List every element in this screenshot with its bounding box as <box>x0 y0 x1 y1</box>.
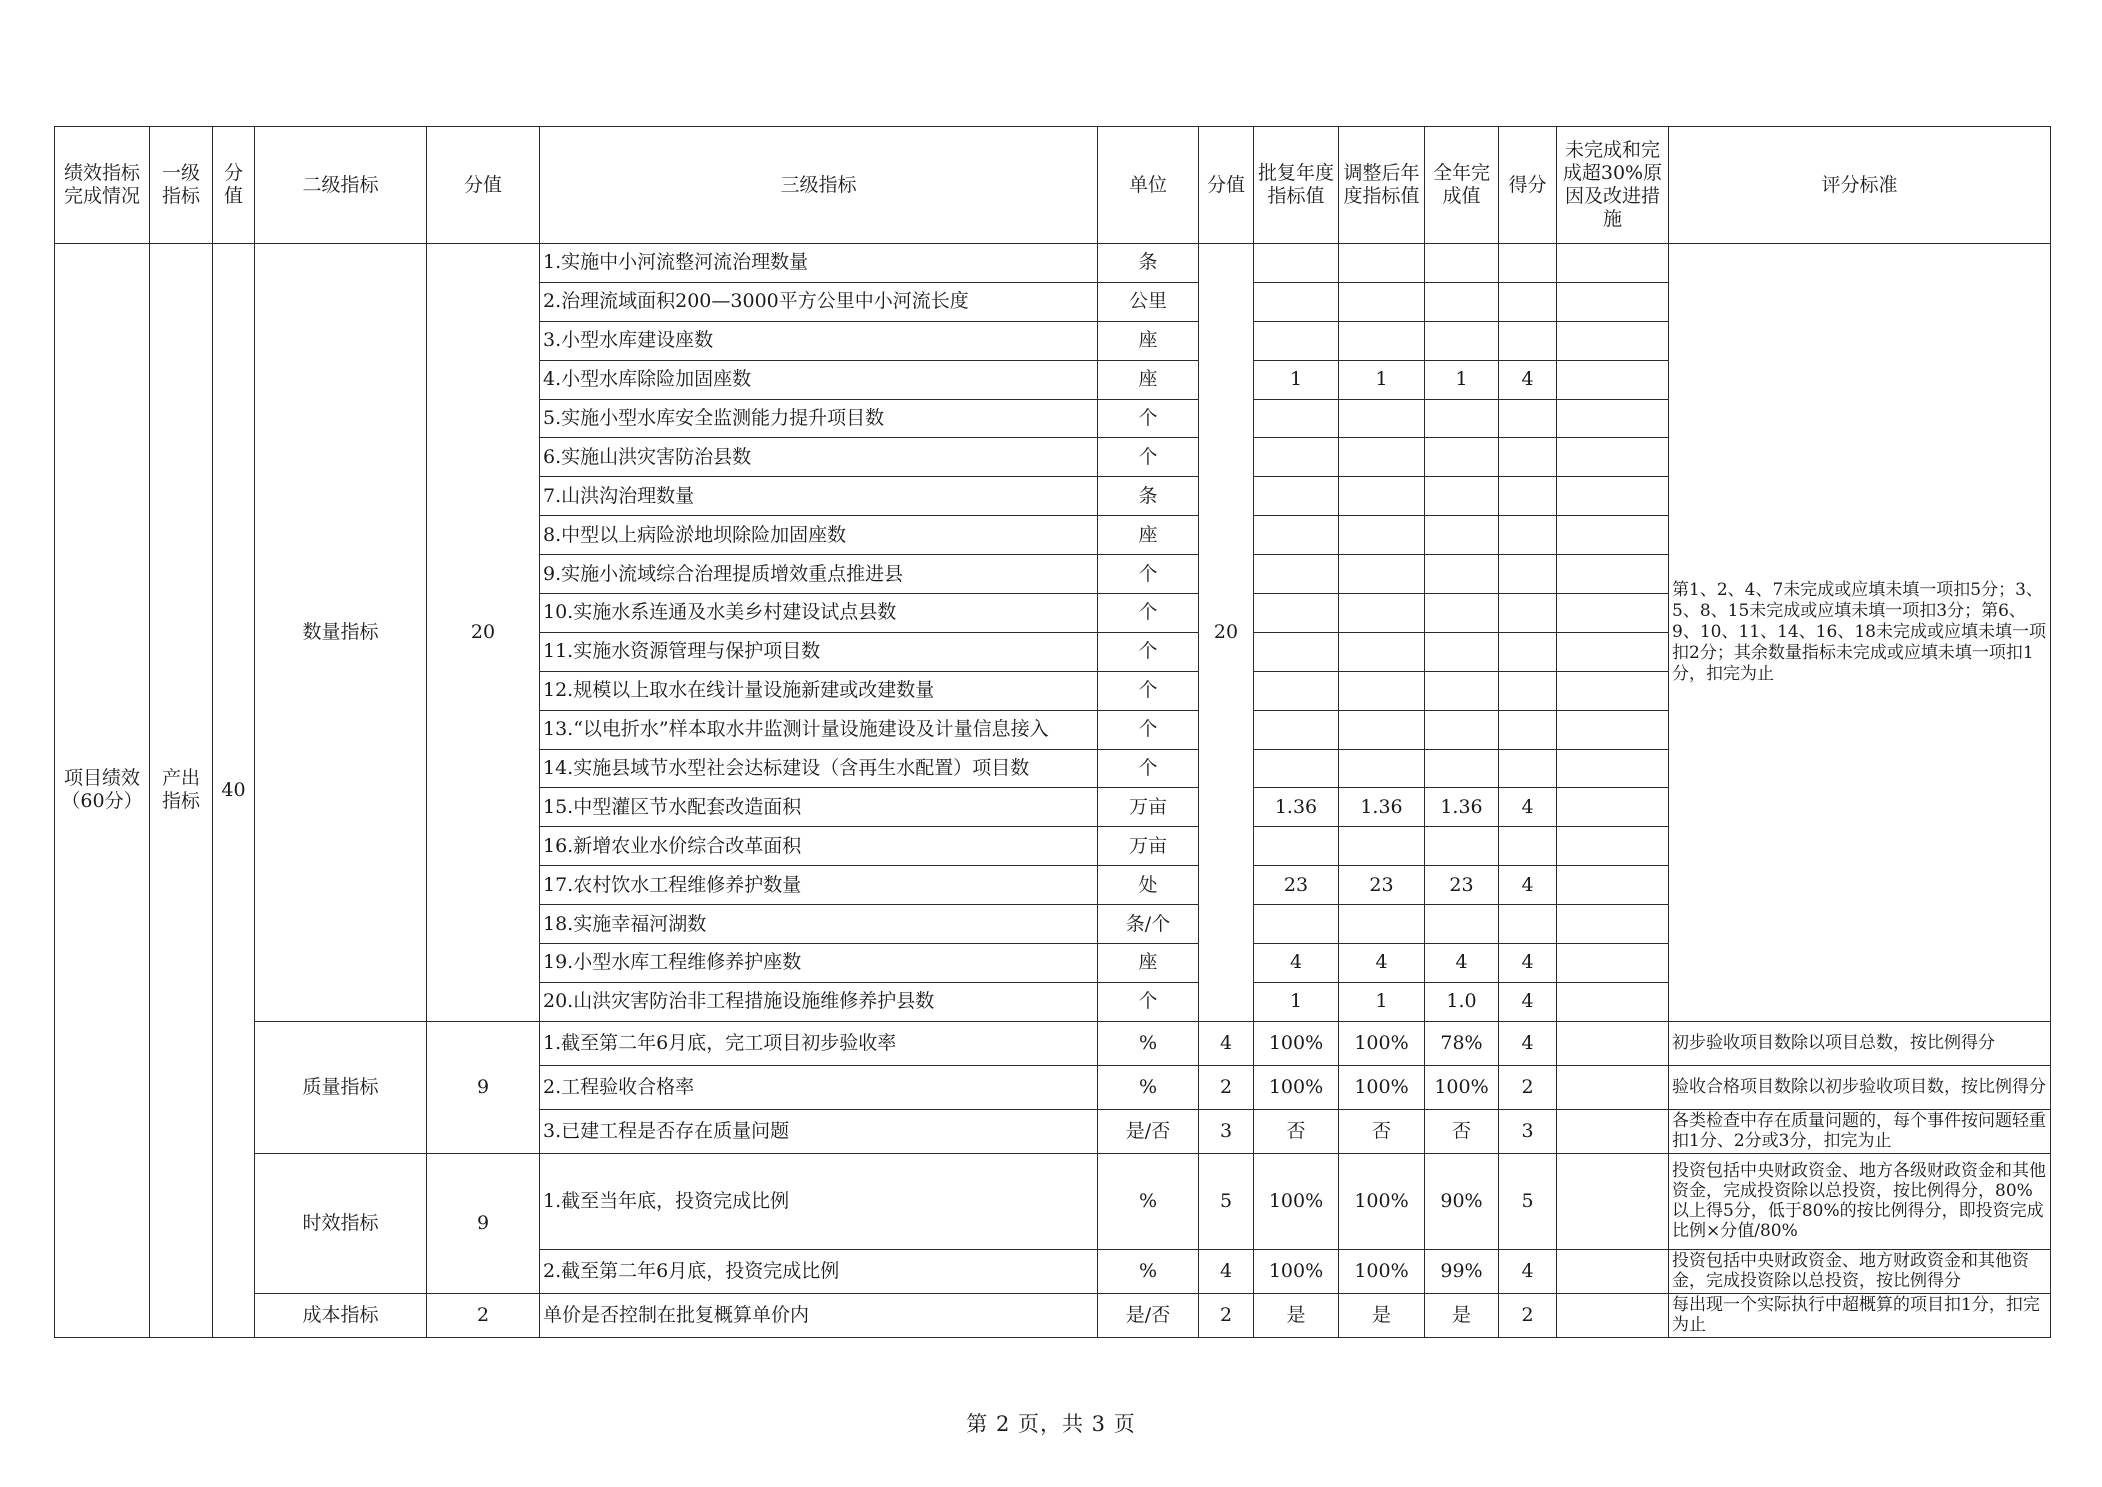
header-row <box>55 127 2051 244</box>
approved-value-cell <box>1254 244 1339 283</box>
table-row <box>55 1293 2051 1337</box>
level2-indicator-cell: 成本指标 <box>255 1293 427 1337</box>
actual-value-cell <box>1425 671 1499 710</box>
unit-cell: % <box>1098 1249 1199 1293</box>
unit-cell: 个 <box>1098 749 1199 788</box>
level3-indicator-cell: 5.实施小型水库安全监测能力提升项目数 <box>540 399 1098 438</box>
actual-value-cell: 99% <box>1425 1249 1499 1293</box>
score-cell: 5 <box>1499 1153 1557 1249</box>
level3-indicator-cell: 12.规模以上取水在线计量设施新建或改建数量 <box>540 671 1098 710</box>
header-cell: 调整后年度指标值 <box>1339 127 1425 244</box>
adjusted-value-cell <box>1339 555 1425 594</box>
criteria-cell: 每出现一个实际执行中超概算的项目扣1分，扣完为止 <box>1669 1293 2051 1337</box>
unit-cell: 个 <box>1098 632 1199 671</box>
score-cell: 4 <box>1499 1021 1557 1065</box>
unit-cell: 处 <box>1098 866 1199 905</box>
actual-value-cell: 4 <box>1425 944 1499 983</box>
header-cell: 得分 <box>1499 127 1557 244</box>
score-cell <box>1499 516 1557 555</box>
weight-cell: 5 <box>1199 1153 1254 1249</box>
approved-value-cell <box>1254 399 1339 438</box>
level3-indicator-cell: 1.截至当年底，投资完成比例 <box>540 1153 1098 1249</box>
actual-value-cell: 是 <box>1425 1293 1499 1337</box>
criteria-cell: 各类检查中存在质量问题的，每个事件按问题轻重扣1分、2分或3分，扣完为止 <box>1669 1109 2051 1153</box>
reason-cell <box>1557 1249 1669 1293</box>
approved-value-cell <box>1254 749 1339 788</box>
adjusted-value-cell: 100% <box>1339 1021 1425 1065</box>
level3-indicator-cell: 19.小型水库工程维修养护座数 <box>540 944 1098 983</box>
unit-cell: % <box>1098 1153 1199 1249</box>
approved-value-cell: 100% <box>1254 1065 1339 1109</box>
actual-value-cell: 100% <box>1425 1065 1499 1109</box>
weight-cell: 4 <box>1199 1021 1254 1065</box>
weight-cell: 2 <box>1199 1293 1254 1337</box>
score-cell <box>1499 632 1557 671</box>
reason-cell <box>1557 438 1669 477</box>
unit-cell: 公里 <box>1098 282 1199 321</box>
level3-indicator-cell: 15.中型灌区节水配套改造面积 <box>540 788 1098 827</box>
approved-value-cell <box>1254 555 1339 594</box>
approved-value-cell <box>1254 438 1339 477</box>
level2-indicator-cell: 质量指标 <box>255 1021 427 1153</box>
level3-indicator-cell: 3.小型水库建设座数 <box>540 321 1098 360</box>
reason-cell <box>1557 866 1669 905</box>
adjusted-value-cell: 1 <box>1339 982 1425 1021</box>
unit-cell: 座 <box>1098 944 1199 983</box>
approved-value-cell <box>1254 477 1339 516</box>
score-cell: 2 <box>1499 1293 1557 1337</box>
score-cell <box>1499 321 1557 360</box>
header-cell: 单位 <box>1098 127 1199 244</box>
header-cell: 分值 <box>427 127 540 244</box>
actual-value-cell <box>1425 749 1499 788</box>
approved-value-cell: 100% <box>1254 1153 1339 1249</box>
reason-cell <box>1557 360 1669 399</box>
adjusted-value-cell <box>1339 477 1425 516</box>
approved-value-cell: 4 <box>1254 944 1339 983</box>
unit-cell: 万亩 <box>1098 827 1199 866</box>
actual-value-cell <box>1425 516 1499 555</box>
level3-indicator-cell: 2.截至第二年6月底，投资完成比例 <box>540 1249 1098 1293</box>
header-cell: 分值 <box>1199 127 1254 244</box>
actual-value-cell <box>1425 244 1499 283</box>
level3-indicator-cell: 2.工程验收合格率 <box>540 1065 1098 1109</box>
adjusted-value-cell <box>1339 594 1425 633</box>
level2-indicator-cell: 数量指标 <box>255 244 427 1022</box>
approved-value-cell: 23 <box>1254 866 1339 905</box>
actual-value-cell <box>1425 905 1499 944</box>
actual-value-cell: 1.0 <box>1425 982 1499 1021</box>
approved-value-cell: 1 <box>1254 982 1339 1021</box>
unit-cell: 个 <box>1098 671 1199 710</box>
header-cell: 绩效指标完成情况 <box>55 127 150 244</box>
approved-value-cell <box>1254 710 1339 749</box>
unit-cell: 座 <box>1098 516 1199 555</box>
adjusted-value-cell: 1.36 <box>1339 788 1425 827</box>
unit-cell: 条 <box>1098 477 1199 516</box>
actual-value-cell <box>1425 321 1499 360</box>
score-cell <box>1499 282 1557 321</box>
adjusted-value-cell <box>1339 321 1425 360</box>
score-cell <box>1499 749 1557 788</box>
reason-cell <box>1557 1293 1669 1337</box>
header-cell: 评分标准 <box>1669 127 2051 244</box>
unit-cell: 个 <box>1098 438 1199 477</box>
actual-value-cell: 78% <box>1425 1021 1499 1065</box>
score-cell <box>1499 710 1557 749</box>
actual-value-cell: 90% <box>1425 1153 1499 1249</box>
weight-cell: 4 <box>1199 1249 1254 1293</box>
level2-score-cell: 9 <box>427 1021 540 1153</box>
level3-indicator-cell: 16.新增农业水价综合改革面积 <box>540 827 1098 866</box>
performance-table <box>54 126 2051 1338</box>
reason-cell <box>1557 749 1669 788</box>
level3-indicator-cell: 11.实施水资源管理与保护项目数 <box>540 632 1098 671</box>
approved-value-cell: 是 <box>1254 1293 1339 1337</box>
approved-value-cell <box>1254 632 1339 671</box>
reason-cell <box>1557 982 1669 1021</box>
actual-value-cell: 1 <box>1425 360 1499 399</box>
approved-value-cell <box>1254 905 1339 944</box>
actual-value-cell <box>1425 632 1499 671</box>
unit-cell: 座 <box>1098 360 1199 399</box>
adjusted-value-cell <box>1339 244 1425 283</box>
reason-cell <box>1557 788 1669 827</box>
unit-cell: % <box>1098 1065 1199 1109</box>
level1-score-cell: 40 <box>213 244 255 1338</box>
level2-indicator-cell: 时效指标 <box>255 1153 427 1293</box>
level3-indicator-cell: 7.山洪沟治理数量 <box>540 477 1098 516</box>
adjusted-value-cell: 1 <box>1339 360 1425 399</box>
weight-cell: 20 <box>1199 244 1254 1022</box>
approved-value-cell: 1.36 <box>1254 788 1339 827</box>
page-footer: 第 2 页，共 3 页 <box>966 1412 1136 1436</box>
reason-cell <box>1557 516 1669 555</box>
actual-value-cell: 23 <box>1425 866 1499 905</box>
header-cell: 三级指标 <box>540 127 1098 244</box>
adjusted-value-cell: 4 <box>1339 944 1425 983</box>
header-cell: 未完成和完成超30%原因及改进措施 <box>1557 127 1669 244</box>
adjusted-value-cell: 100% <box>1339 1249 1425 1293</box>
score-cell <box>1499 671 1557 710</box>
reason-cell <box>1557 594 1669 633</box>
header-cell: 一级指标 <box>150 127 213 244</box>
criteria-cell: 投资包括中央财政资金、地方财政资金和其他资金，完成投资除以总投资，按比例得分 <box>1669 1249 2051 1293</box>
unit-cell: 是/否 <box>1098 1293 1199 1337</box>
weight-cell: 2 <box>1199 1065 1254 1109</box>
actual-value-cell <box>1425 399 1499 438</box>
reason-cell <box>1557 1153 1669 1249</box>
score-cell <box>1499 827 1557 866</box>
reason-cell <box>1557 1109 1669 1153</box>
level2-score-cell: 2 <box>427 1293 540 1337</box>
reason-cell <box>1557 399 1669 438</box>
approved-value-cell <box>1254 827 1339 866</box>
table-row <box>55 1021 2051 1065</box>
adjusted-value-cell <box>1339 749 1425 788</box>
actual-value-cell <box>1425 555 1499 594</box>
level3-indicator-cell: 单价是否控制在批复概算单价内 <box>540 1293 1098 1337</box>
adjusted-value-cell: 100% <box>1339 1065 1425 1109</box>
score-cell: 4 <box>1499 1249 1557 1293</box>
reason-cell <box>1557 1065 1669 1109</box>
criteria-cell: 初步验收项目数除以项目总数，按比例得分 <box>1669 1021 2051 1065</box>
reason-cell <box>1557 1021 1669 1065</box>
criteria-cell: 投资包括中央财政资金、地方各级财政资金和其他资金，完成投资除以总投资，按比例得分，80%以上得5分，低于80%的按比例得分，即投资完成比例×分值/80% <box>1669 1153 2051 1249</box>
score-cell: 4 <box>1499 982 1557 1021</box>
adjusted-value-cell <box>1339 632 1425 671</box>
level3-indicator-cell: 14.实施县域节水型社会达标建设（含再生水配置）项目数 <box>540 749 1098 788</box>
unit-cell: % <box>1098 1021 1199 1065</box>
approved-value-cell <box>1254 594 1339 633</box>
actual-value-cell <box>1425 710 1499 749</box>
level3-indicator-cell: 3.已建工程是否存在质量问题 <box>540 1109 1098 1153</box>
adjusted-value-cell <box>1339 827 1425 866</box>
reason-cell <box>1557 827 1669 866</box>
level2-score-cell: 9 <box>427 1153 540 1293</box>
score-cell <box>1499 594 1557 633</box>
reason-cell <box>1557 632 1669 671</box>
unit-cell: 座 <box>1098 321 1199 360</box>
score-cell <box>1499 399 1557 438</box>
adjusted-value-cell: 是 <box>1339 1293 1425 1337</box>
actual-value-cell <box>1425 282 1499 321</box>
level3-indicator-cell: 6.实施山洪灾害防治县数 <box>540 438 1098 477</box>
level3-indicator-cell: 10.实施水系连通及水美乡村建设试点县数 <box>540 594 1098 633</box>
actual-value-cell: 否 <box>1425 1109 1499 1153</box>
actual-value-cell <box>1425 594 1499 633</box>
header-cell: 批复年度指标值 <box>1254 127 1339 244</box>
approved-value-cell: 100% <box>1254 1021 1339 1065</box>
score-cell <box>1499 244 1557 283</box>
unit-cell: 个 <box>1098 399 1199 438</box>
reason-cell <box>1557 671 1669 710</box>
weight-cell: 3 <box>1199 1109 1254 1153</box>
score-cell <box>1499 555 1557 594</box>
unit-cell: 个 <box>1098 982 1199 1021</box>
reason-cell <box>1557 321 1669 360</box>
adjusted-value-cell: 100% <box>1339 1153 1425 1249</box>
level3-indicator-cell: 4.小型水库除险加固座数 <box>540 360 1098 399</box>
level2-score-cell: 20 <box>427 244 540 1022</box>
adjusted-value-cell <box>1339 710 1425 749</box>
adjusted-value-cell <box>1339 399 1425 438</box>
approved-value-cell: 1 <box>1254 360 1339 399</box>
reason-cell <box>1557 244 1669 283</box>
reason-cell <box>1557 477 1669 516</box>
approved-value-cell: 100% <box>1254 1249 1339 1293</box>
adjusted-value-cell <box>1339 671 1425 710</box>
header-cell: 二级指标 <box>255 127 427 244</box>
score-cell <box>1499 905 1557 944</box>
section-label-cell: 项目绩效（60分） <box>55 244 150 1338</box>
reason-cell <box>1557 282 1669 321</box>
score-cell: 4 <box>1499 360 1557 399</box>
level3-indicator-cell: 20.山洪灾害防治非工程措施设施维修养护县数 <box>540 982 1098 1021</box>
approved-value-cell: 否 <box>1254 1109 1339 1153</box>
actual-value-cell: 1.36 <box>1425 788 1499 827</box>
score-cell <box>1499 438 1557 477</box>
reason-cell <box>1557 710 1669 749</box>
unit-cell: 个 <box>1098 710 1199 749</box>
score-cell: 3 <box>1499 1109 1557 1153</box>
score-cell: 4 <box>1499 944 1557 983</box>
header-cell: 分值 <box>213 127 255 244</box>
unit-cell: 万亩 <box>1098 788 1199 827</box>
actual-value-cell <box>1425 477 1499 516</box>
score-cell: 4 <box>1499 866 1557 905</box>
level3-indicator-cell: 2.治理流域面积200—3000平方公里中小河流长度 <box>540 282 1098 321</box>
actual-value-cell <box>1425 827 1499 866</box>
adjusted-value-cell <box>1339 516 1425 555</box>
actual-value-cell <box>1425 438 1499 477</box>
reason-cell <box>1557 555 1669 594</box>
table-row <box>55 1153 2051 1249</box>
score-cell <box>1499 477 1557 516</box>
level3-indicator-cell: 9.实施小流域综合治理提质增效重点推进县 <box>540 555 1098 594</box>
unit-cell: 个 <box>1098 555 1199 594</box>
level3-indicator-cell: 18.实施幸福河湖数 <box>540 905 1098 944</box>
score-cell: 2 <box>1499 1065 1557 1109</box>
level1-indicator-cell: 产出指标 <box>150 244 213 1338</box>
approved-value-cell <box>1254 516 1339 555</box>
level3-indicator-cell: 8.中型以上病险淤地坝除险加固座数 <box>540 516 1098 555</box>
unit-cell: 个 <box>1098 594 1199 633</box>
header-cell: 全年完成值 <box>1425 127 1499 244</box>
adjusted-value-cell <box>1339 905 1425 944</box>
unit-cell: 条 <box>1098 244 1199 283</box>
criteria-cell: 第1、2、4、7未完成或应填未填一项扣5分；3、5、8、15未完成或应填未填一项扣3分；第6、9、10、11、14、16、18未完成或应填未填一项扣2分；其余数量指标未完成或应填未填一项扣1分，扣完为止 <box>1669 244 2051 1022</box>
unit-cell: 是/否 <box>1098 1109 1199 1153</box>
level3-indicator-cell: 17.农村饮水工程维修养护数量 <box>540 866 1098 905</box>
reason-cell <box>1557 905 1669 944</box>
approved-value-cell <box>1254 671 1339 710</box>
reason-cell <box>1557 944 1669 983</box>
criteria-cell: 验收合格项目数除以初步验收项目数，按比例得分 <box>1669 1065 2051 1109</box>
level3-indicator-cell: 1.截至第二年6月底，完工项目初步验收率 <box>540 1021 1098 1065</box>
unit-cell: 条/个 <box>1098 905 1199 944</box>
level3-indicator-cell: 13.“以电折水”样本取水井监测计量设施建设及计量信息接入 <box>540 710 1098 749</box>
adjusted-value-cell: 23 <box>1339 866 1425 905</box>
adjusted-value-cell <box>1339 282 1425 321</box>
adjusted-value-cell: 否 <box>1339 1109 1425 1153</box>
adjusted-value-cell <box>1339 438 1425 477</box>
approved-value-cell <box>1254 321 1339 360</box>
level3-indicator-cell: 1.实施中小河流整河流治理数量 <box>540 244 1098 283</box>
approved-value-cell <box>1254 282 1339 321</box>
score-cell: 4 <box>1499 788 1557 827</box>
table-row <box>55 244 2051 283</box>
